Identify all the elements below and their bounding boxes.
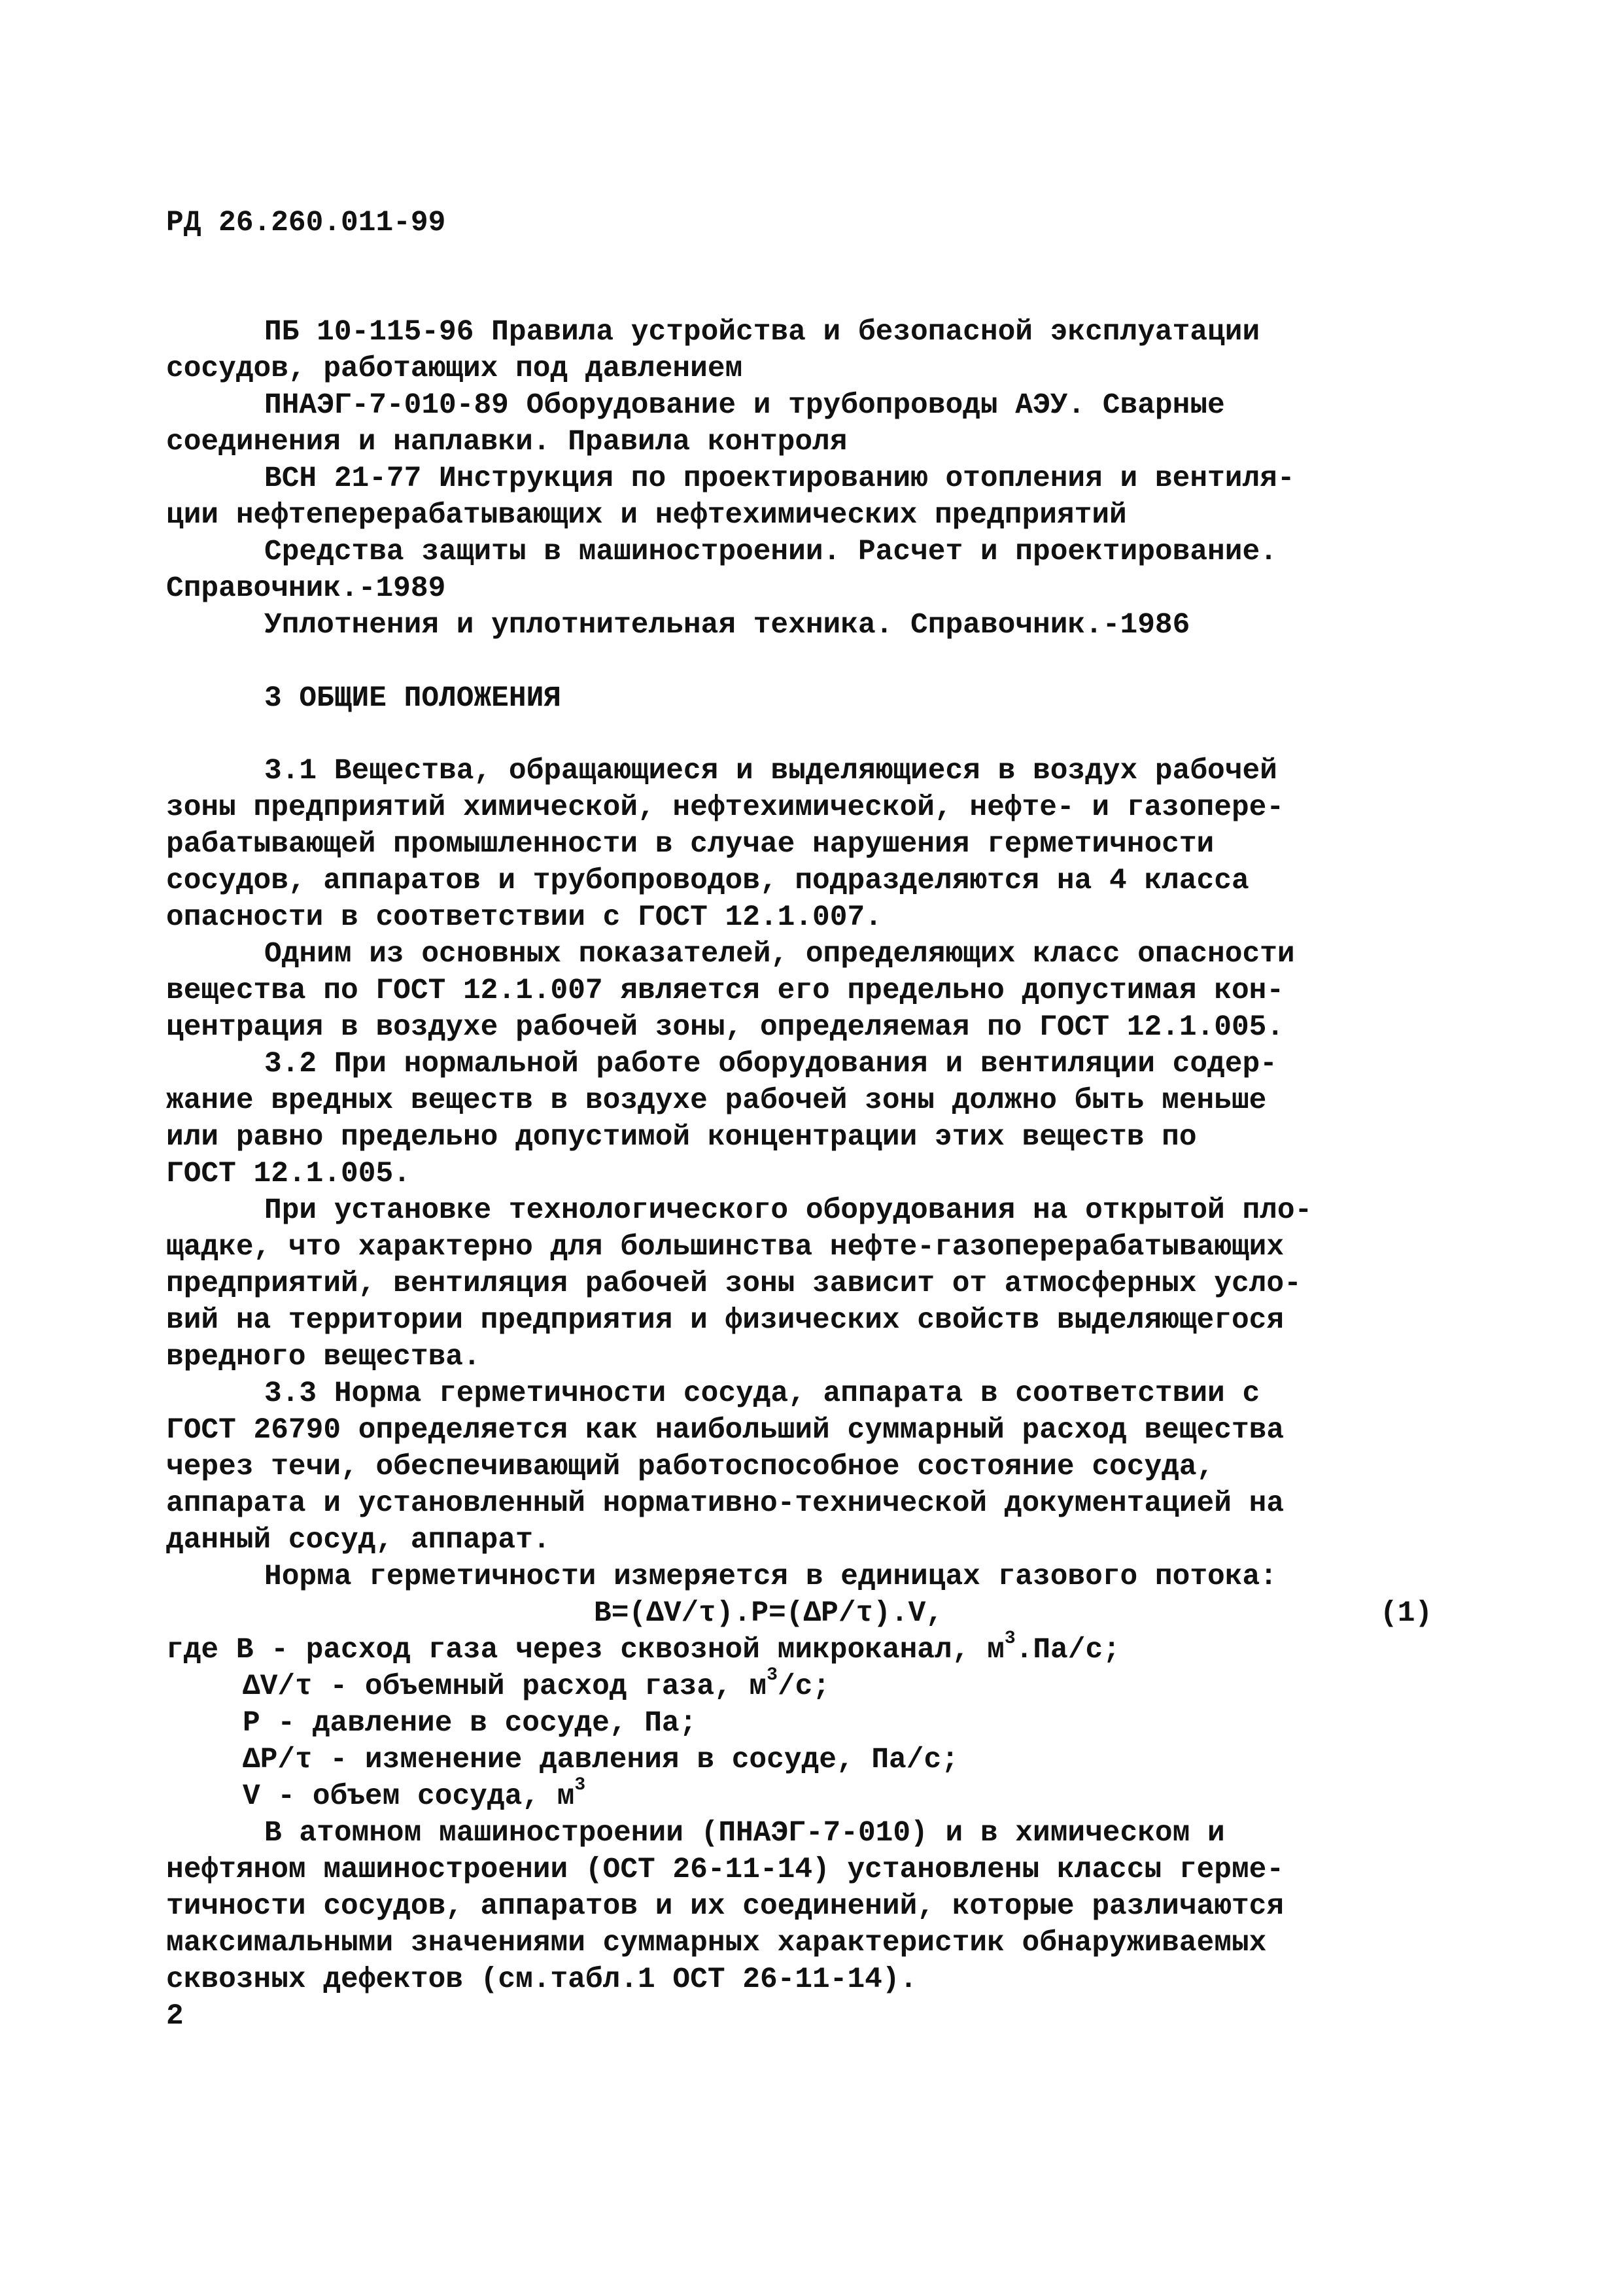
paragraph-line: вещества по ГОСТ 12.1.007 является его предельно допустимая кон-	[166, 975, 1285, 1007]
paragraph-line: или равно предельно допустимой концентрации этих веществ по	[166, 1121, 1197, 1154]
paragraph-line: опасности в соответствии с ГОСТ 12.1.007.	[166, 901, 882, 934]
paragraph-line: зоны предприятий химической, нефтехимической, нефте- и газопере-	[166, 791, 1285, 824]
paragraph-line: щадке, что характерно для большинства нефте-газоперерабатывающих	[166, 1231, 1285, 1264]
paragraph-line: сосудов, аппаратов и трубопроводов, подразделяются на 4 класса	[166, 865, 1249, 897]
paragraph-line: Одним из основных показателей, определяющих класс опасности	[264, 938, 1295, 971]
reference-vsn-line2: ции нефтеперерабатывающих и нефтехимических предприятий	[166, 499, 1127, 532]
paragraph-line: данный сосуд, аппарат.	[166, 1524, 551, 1557]
paragraph-line: центрация в воздухе рабочей зоны, определяемая по ГОСТ 12.1.005.	[166, 1011, 1285, 1044]
paragraph-line: ГОСТ 12.1.005.	[166, 1158, 411, 1190]
paragraph-line: максимальными значениями суммарных характеристик обнаруживаемых	[166, 1927, 1267, 1959]
section-title: 3 ОБЩИЕ ПОЛОЖЕНИЯ	[264, 682, 561, 715]
paragraph-line: тичности сосудов, аппаратов и их соединений, которые различаются	[166, 1890, 1285, 1923]
reference-pb-line1: ПБ 10-115-96 Правила устройства и безопасной эксплуатации	[264, 316, 1260, 349]
formula: B=(ΔV/τ).P=(ΔP/τ).V,	[594, 1597, 944, 1630]
definition-b: где B - расход газа через сквозной микроканал, $м^3.Па/с$;	[166, 1629, 1120, 1666]
paragraph-line: рабатывающей промышленности в случае нарушения герметичности	[166, 828, 1215, 861]
definition-dp: ΔP/τ - изменение давления в сосуде, Па/с;	[243, 1744, 959, 1776]
paragraph-line: через течи, обеспечивающий работоспособное состояние сосуда,	[166, 1451, 1215, 1483]
paragraph-line: жание вредных веществ в воздухе рабочей зоны должно быть меньше	[166, 1084, 1267, 1117]
paragraph-line: вредного вещества.	[166, 1341, 481, 1373]
paragraph-line: 3.1 Вещества, обращающиеся и выделяющиеся в воздух рабочей	[264, 755, 1277, 787]
paragraph-line: сквозных дефектов (см.табл.1 ОСТ 26-11-14).	[166, 1963, 918, 1996]
definition-p: P - давление в сосуде, Па;	[243, 1707, 697, 1740]
paragraph-line: 3.3 Норма герметичности сосуда, аппарата в соответствии с	[264, 1377, 1260, 1410]
reference-sredstva-line2: Справочник.-1989	[166, 572, 446, 605]
paragraph-line: В атомном машиностроении (ПНАЭГ-7-010) и в химическом и	[264, 1817, 1225, 1850]
reference-pnaeg-line1: ПНАЭГ-7-010-89 Оборудование и трубопроводы АЭУ. Сварные	[264, 389, 1225, 422]
paragraph-line: вий на территории предприятия и физических свойств выделяющегося	[166, 1304, 1285, 1337]
paragraph-line: предприятий, вентиляция рабочей зоны зависит от атмосферных усло-	[166, 1268, 1302, 1300]
paragraph-line: При установке технологического оборудования на открытой пло-	[264, 1194, 1313, 1227]
reference-pnaeg-line2: соединения и наплавки. Правила контроля	[166, 426, 848, 458]
paragraph-line: ГОСТ 26790 определяется как наибольший суммарный расход вещества	[166, 1414, 1285, 1447]
definition-v: V - объем сосуда, $м^3$	[243, 1775, 586, 1813]
page-number: 2	[166, 2000, 184, 2033]
paragraph-line: 3.2 При нормальной работе оборудования и вентиляции содер-	[264, 1048, 1277, 1080]
document-code: РД 26.260.011-99	[166, 207, 446, 239]
reference-pb-line2: сосудов, работающих под давлением	[166, 353, 743, 385]
paragraph-line: нефтяном машиностроении (ОСТ 26-11-14) установлены классы герме-	[166, 1854, 1285, 1886]
reference-vsn-line1: ВСН 21-77 Инструкция по проектированию отопления и вентиля-	[264, 462, 1295, 495]
paragraph-line: Норма герметичности измеряется в единицах газового потока:	[264, 1561, 1277, 1593]
paragraph-line: аппарата и установленный нормативно-технической документацией на	[166, 1487, 1285, 1520]
definition-dv: ΔV/τ - объемный расход газа, $м^3/с$;	[243, 1665, 831, 1703]
reference-sredstva-line1: Средства защиты в машиностроении. Расчет и проектирование.	[264, 536, 1277, 568]
formula-number: (1)	[1380, 1597, 1433, 1630]
reference-uplotneniya: Уплотнения и уплотнительная техника. Справочник.-1986	[264, 609, 1190, 642]
